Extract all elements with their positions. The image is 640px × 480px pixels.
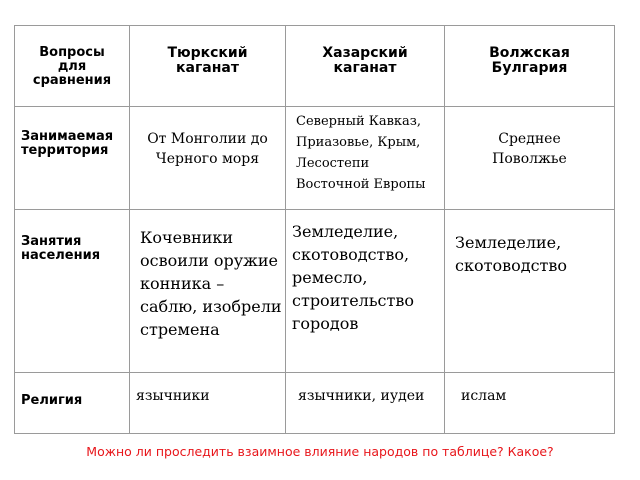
header-questions-cell <box>15 26 130 107</box>
cell-occupations-khazar: Земледелие, скотоводство, ремесло, строительство городов <box>286 210 445 373</box>
header-questions-line: для <box>57 59 87 74</box>
table-row-religion <box>15 373 615 434</box>
row-label-territory: Занимаемая территория <box>15 107 130 210</box>
header-khazar-khaganate: Хазарский каганат <box>286 26 445 107</box>
row-label-occupations: Занятия населения <box>15 210 130 373</box>
table-header-row <box>15 26 615 107</box>
cell-territory-volga: Среднее Поволжье <box>445 107 615 210</box>
discussion-question: Можно ли проследить взаимное влияние народов по таблице? Какое? <box>86 444 554 459</box>
cell-occupations-turkic: Кочевники освоили оружие конника – саблю, изобрели стремена <box>130 210 286 373</box>
cell-territory-turkic: От Монголии до Черного моря <box>130 107 286 210</box>
header-volga-bulgaria: Волжская Булгария <box>445 26 615 107</box>
header-questions-line: сравнения <box>32 73 112 88</box>
table-row-occupations <box>15 210 615 373</box>
header-questions-line: Вопросы <box>39 45 105 60</box>
row-label-religion: Религия <box>15 373 130 434</box>
cell-religion-volga: ислам <box>445 373 615 434</box>
header-turkic-khaganate: Тюркский каганат <box>130 26 286 107</box>
cell-territory-khazar: Северный Кавказ, Приазовье, Крым, Лесостепи Восточной Европы <box>286 107 445 210</box>
cell-religion-turkic: язычники <box>130 373 286 434</box>
comparison-table <box>14 25 615 434</box>
table-row-territory <box>15 107 615 210</box>
cell-occupations-volga: Земледелие, скотоводство <box>445 210 615 373</box>
cell-religion-khazar: язычники, иудеи <box>286 373 445 434</box>
